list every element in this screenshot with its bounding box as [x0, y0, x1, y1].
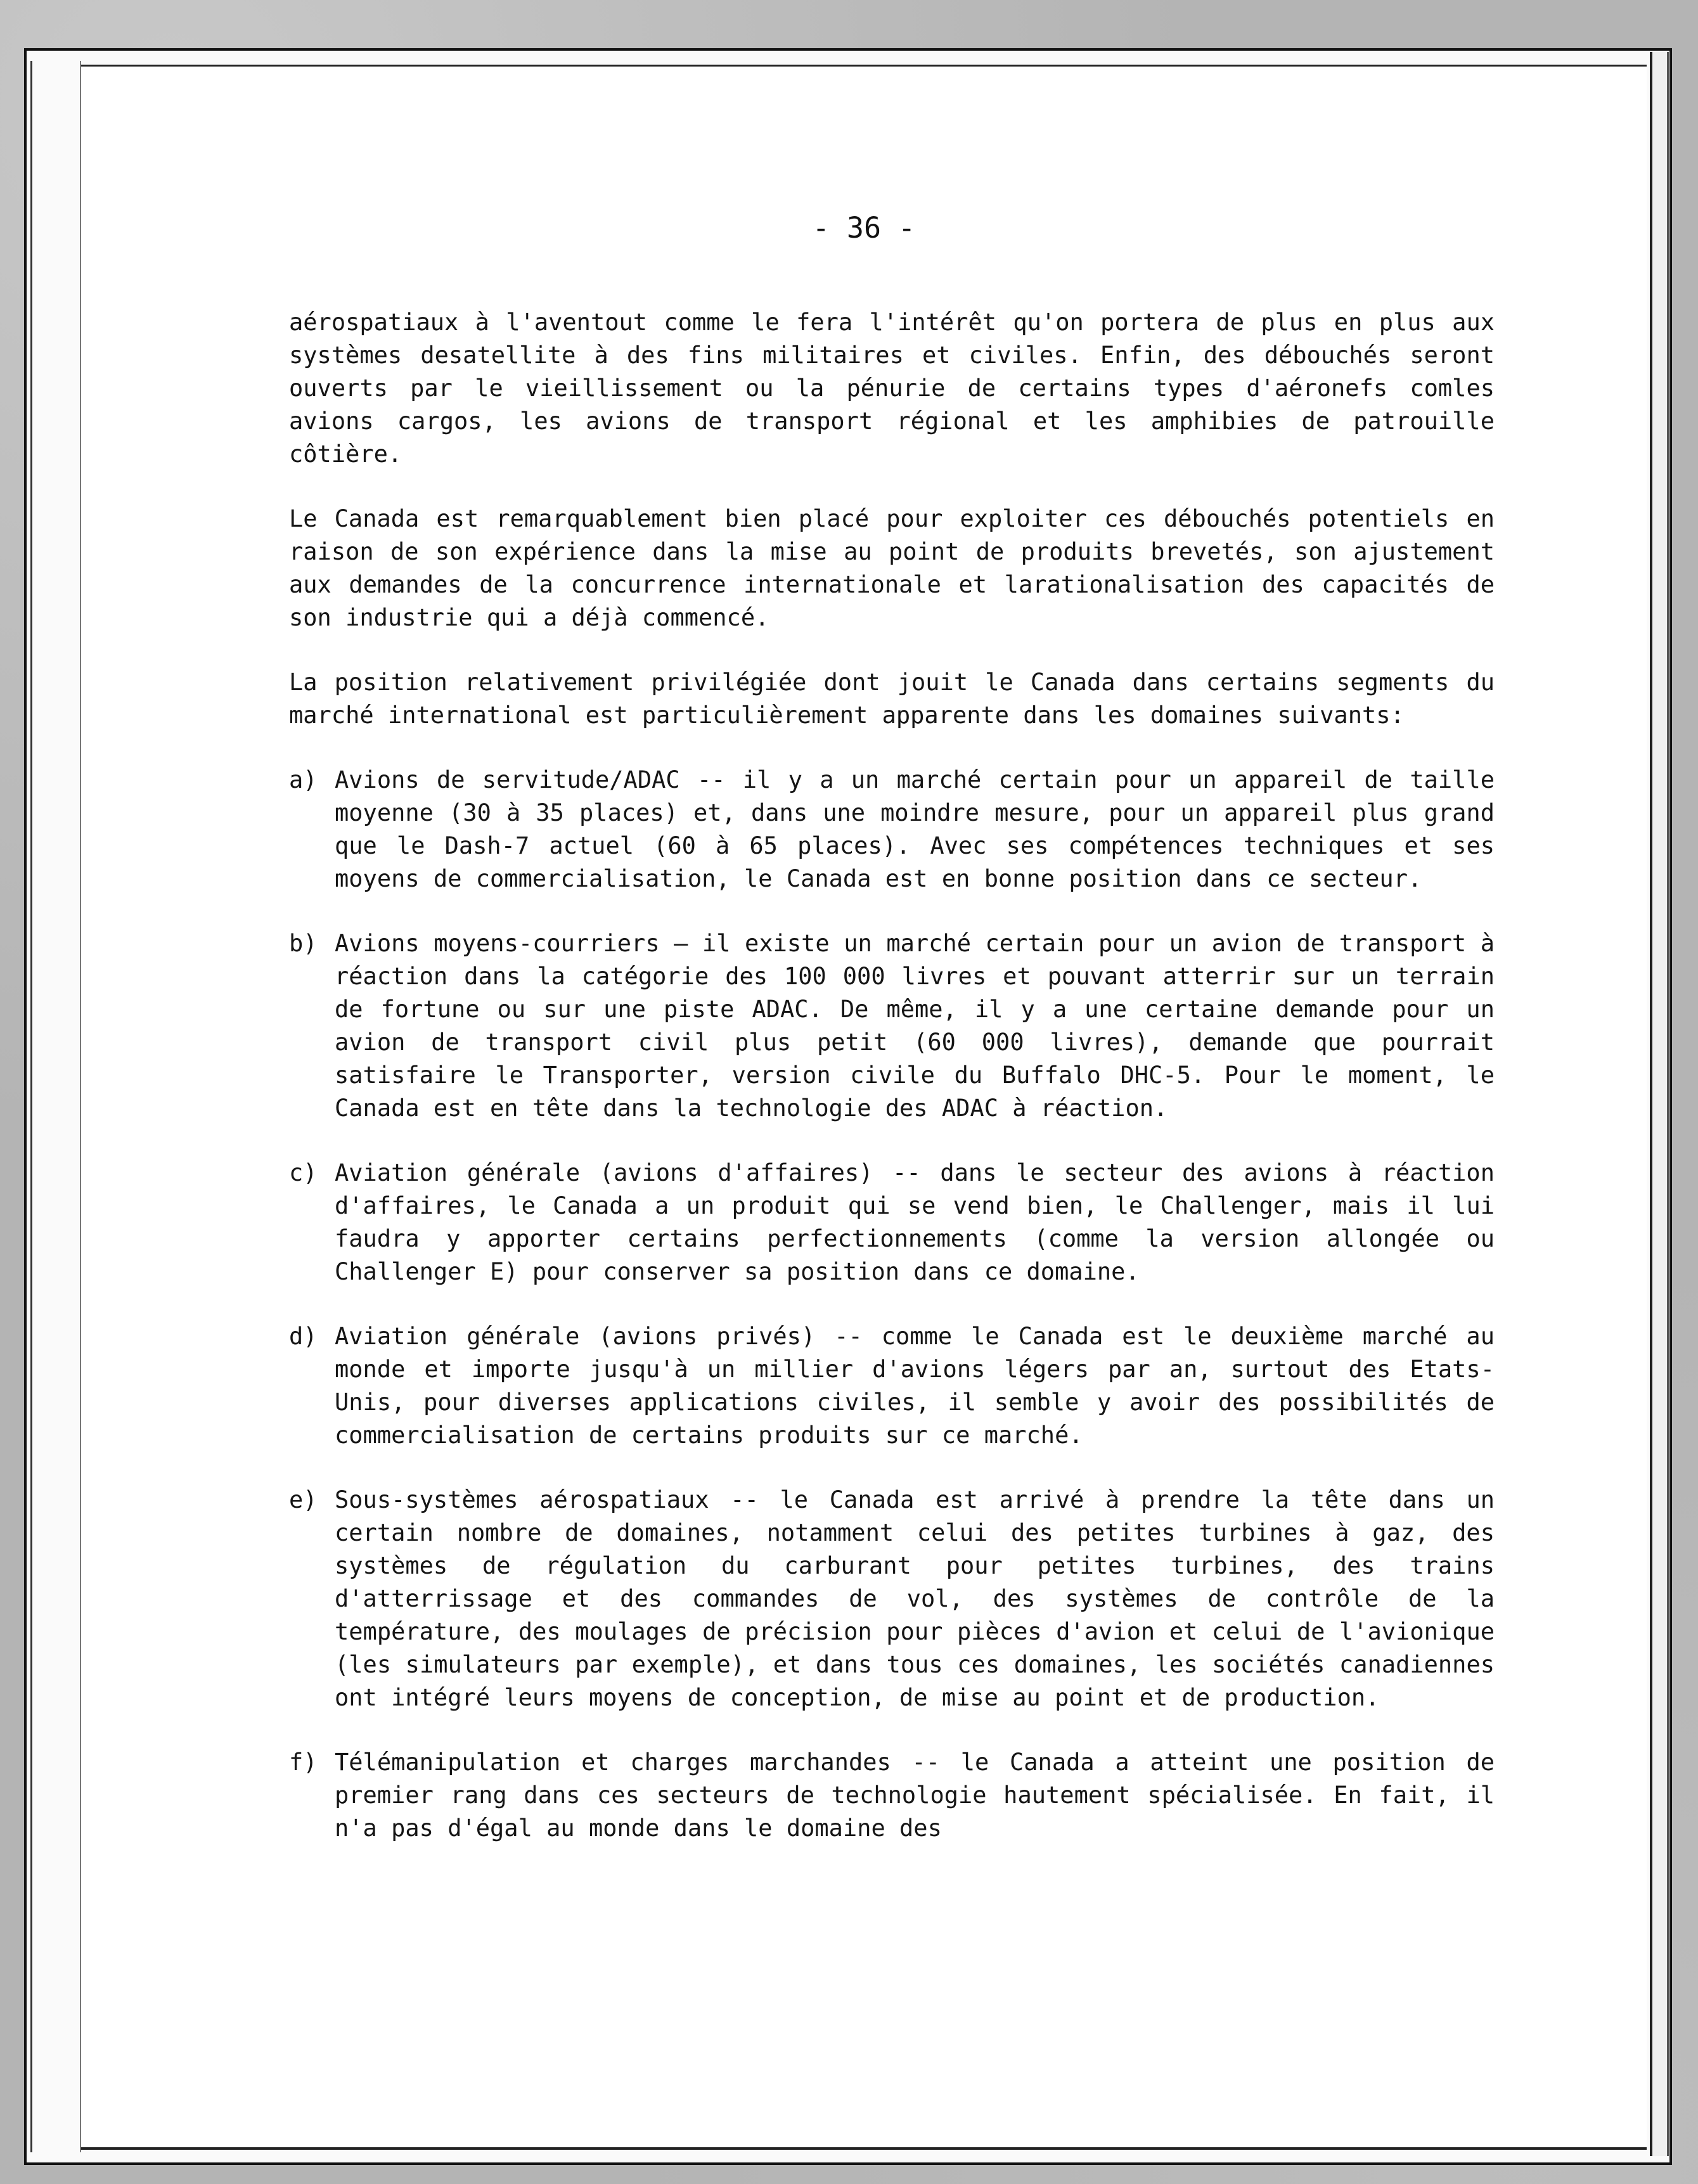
list-item-label: d) [289, 1323, 318, 1350]
list-item-b [289, 927, 1495, 1125]
paragraph-canada-position: Le Canada est remarquablement bien placé pour exploiter ces débouchés potentiels en raison de son expérience dans la mise au point de produits brevetés, son ajustement aux demandes de la concurrence internationale et larationalisation des capacités de son industrie qui a déjà commencé. [289, 505, 1495, 631]
list-item-e [289, 1484, 1495, 1714]
list-item-text: Télémanipulation et charges marchandes -- le Canada a atteint une position de premier rang dans ces secteurs de technologie hautement spécialisée. En fait, il n'a pas d'égal au monde dans le domaine des [335, 1749, 1495, 1842]
binder-right-edge [1650, 52, 1669, 2156]
list-item-label: e) [289, 1486, 318, 1513]
list-item-text: Aviation générale (avions d'affaires) -- dans le secteur des avions à réaction d'affaires, le Canada a un produit qui se vend bien, le Challenger, mais il lui faudra y apporter certains perfectionnements (comme la version allongée ou Challenger E) pour conserver sa position dans ce domaine. [335, 1159, 1495, 1285]
page-number: - 36 - [812, 211, 916, 245]
list-item-text: Sous-systèmes aérospatiaux -- le Canada est arrivé à prendre la tête dans un certain nombre de domaines, notamment celui des petites turbines à gaz, des systèmes de régulation du carburant pour petites turbines, des trains d'atterrissage et des commandes de vol, des systèmes de contrôle de la température, des moulages de précision pour pièces d'avion et celui de l'avionique (les simulateurs par exemple), et dans tous ces domaines, les sociétés canadiennes ont intégré leurs moyens de conception, de mise au point et de production. [335, 1486, 1495, 1711]
list-item-label: a) [289, 766, 318, 793]
list-item-f [289, 1746, 1495, 1845]
binder-left-edge [30, 61, 81, 2152]
list-item-d [289, 1320, 1495, 1452]
document-page [81, 65, 1647, 2150]
list-item-a [289, 764, 1495, 896]
list-item-c [289, 1157, 1495, 1288]
list-item-text: Avions moyens-courriers — il existe un marché certain pour un avion de transport à réaction dans la catégorie des 100 000 livres et pouvant atterrir sur un terrain de fortune ou sur une piste ADAC. De même, il y a une certaine demande pour un avion de transport civil plus petit (60 000 livres), demande que pourrait satisfaire le Transporter, version civile du Buffalo DHC-5. Pour le moment, le Canada est en tête dans la technologie des ADAC à réaction. [335, 930, 1495, 1122]
body-text [289, 306, 1495, 1845]
list-item-text: Aviation générale (avions privés) -- comme le Canada est le deuxième marché au monde et importe jusqu'à un millier d'avions légers par an, surtout des Etats-Unis, pour diverses applications civiles, il semble y avoir des possibilités de commercialisation de certains produits sur ce marché. [335, 1323, 1495, 1449]
list-item-label: c) [289, 1159, 318, 1186]
list-item-text: Avions de servitude/ADAC -- il y a un marché certain pour un appareil de taille moyenne (30 à 35 places) et, dans une moindre mesure, pour un appareil plus grand que le Dash-7 actuel (60 à 65 places). Avec ses compétences techniques et ses moyens de commercialisation, le Canada est en bonne position dans ce secteur. [335, 766, 1495, 892]
list-item-label: f) [289, 1749, 318, 1776]
paragraph-domains-intro: La position relativement privilégiée dont jouit le Canada dans certains segments du marché international est particulièrement apparente dans les domaines suivants: [289, 669, 1495, 729]
paragraph-intro: aérospatiaux à l'aventout comme le fera l'intérêt qu'on portera de plus en plus aux systèmes desatellite à des fins militaires et civiles. Enfin, des débouchés seront ouverts par le vieillissement ou la pénurie de certains types d'aéronefs comles avions cargos, les avions de transport régional et les amphibies de patrouille côtière. [289, 309, 1495, 468]
list-item-label: b) [289, 930, 318, 957]
